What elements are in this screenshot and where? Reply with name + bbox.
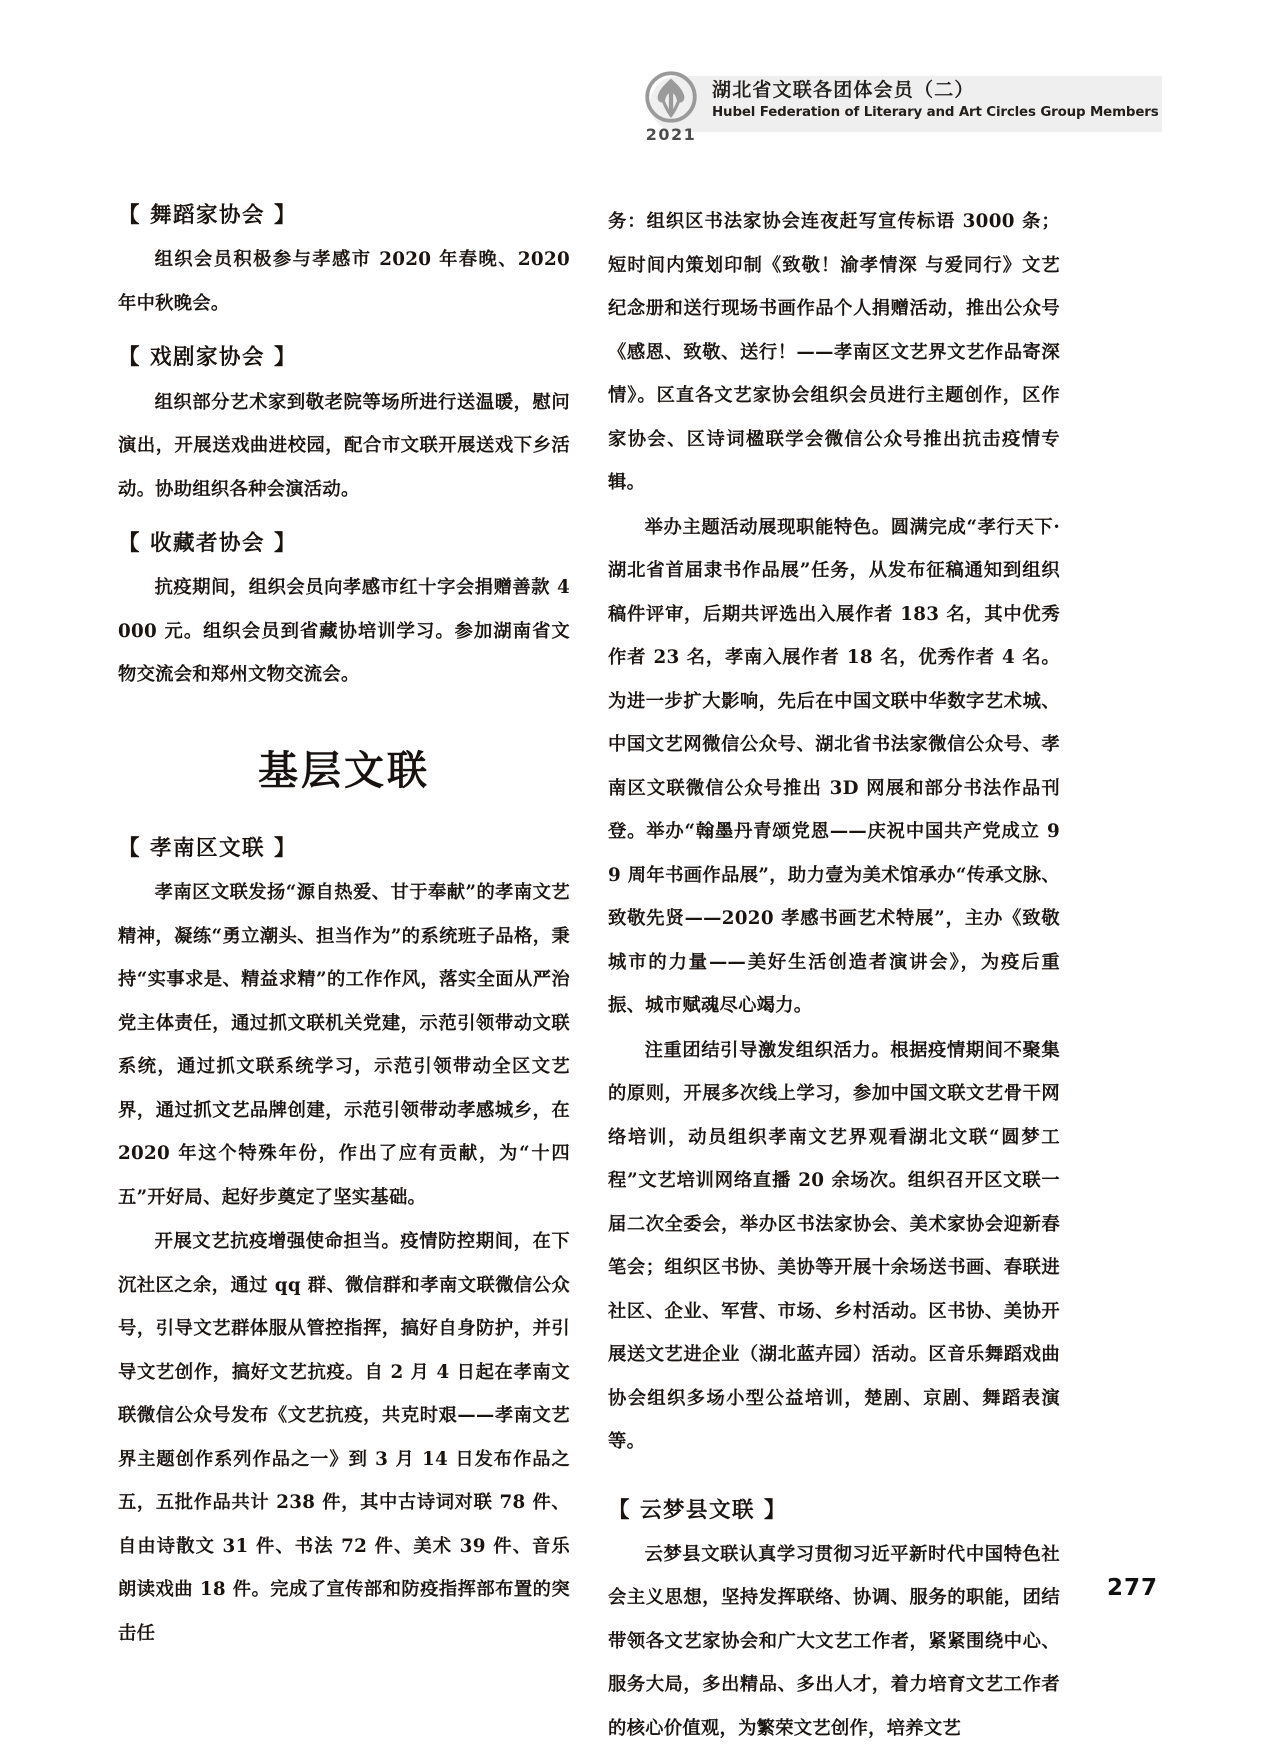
logo-block	[632, 70, 710, 144]
paragraph-xiaonan-2: 开展文艺抗疫增强使命担当。疫情防控期间，在下沉社区之余，通过 qq 群、微信群和孝南文联微信公众号，引导文艺群体服从管控指挥，搞好自身防护，并引导文艺创作，搞好文艺抗疫。自 2 月 4 日起在孝南文联微信公众号发布《文艺抗疫，共克时艰——孝南文艺界主题创作系列作品之一》到 3 月 14 日发布作品之五，五批作品共计 238 件，其中古诗词对联 78 件、自由诗散文 31 件、书法 72 件、美术 39 件、音乐朗读戏曲 18 件。完成了宣传部和防疫指挥部布置的突击任	[118, 1231, 570, 1644]
right-column	[608, 200, 1060, 1751]
left-column	[118, 200, 570, 1656]
logo-year: 2021	[645, 125, 697, 144]
header-text-block	[712, 78, 1159, 120]
section-heading-drama-association: 【 戏剧家协会 】	[118, 345, 297, 371]
section-gap	[608, 1465, 1060, 1495]
page-header	[0, 70, 1276, 142]
header-brand	[632, 70, 710, 144]
paragraph-xiaonan-continued: 务：组织区书法家协会连夜赶写宣传标语 3000 条；短时间内策划印制《致敬！渝孝情深 与爱同行》文艺纪念册和送行现场书画作品个人捐赠活动，推出公众号《感恩、致敬、送行！——孝南区文艺界文艺作品寄深情》。区直各文艺家协会组织会员进行主题创作，区作家协会、区诗词楹联学会微信公众号推出抗击疫情专辑。	[608, 211, 1060, 493]
section-heading-yunmeng-county-federation: 【 云梦县文联 】	[608, 1497, 787, 1523]
paragraph-xiaonan-organization-vitality: 注重团结引导激发组织活力。根据疫情期间不聚集的原则，开展多次线上学习，参加中国文联文艺骨干网络培训，动员组织孝南文艺界观看湖北文联“圆梦工程”文艺培训网络直播 20 余场次。组织召开区文联一届二次全委会，举办区书法家协会、美术家协会迎新春笔会；组织区书协、美协等开展十余场送书画、春联进社区、企业、军营、市场、乡村活动。区书协、美协开展送文艺进企业（湖北蓝卉园）活动。区音乐舞蹈戏曲协会组织多场小型公益培训，楚剧、京剧、舞蹈表演等。	[608, 1039, 1060, 1452]
paragraph-collectors-association: 抗疫期间，组织会员向孝感市红十字会捐赠善款 4000 元。组织会员到省藏协培训学习。参加湖南省文物交流会和郑州文物交流会。	[118, 577, 570, 686]
major-heading-grassroots-federation: 基层文联	[258, 747, 430, 794]
paragraph-xiaonan-1: 孝南区文联发扬“源自热爱、甘于奉献”的孝南文艺精神，凝练“勇立潮头、担当作为”的系统班子品格，秉持“实事求是、精益求精”的工作作风，落实全面从严治党主体责任，通过抓文联机关党建，示范引领带动文联系统，通过抓文联系统学习，示范引领带动全区文艺界，通过抓文艺品牌创建，示范引领带动孝感城乡，在 2020 年这个特殊年份，作出了应有贡献，为“十四五”开好局、起好步奠定了坚实基础。	[118, 882, 570, 1208]
paragraph-yunmeng-county: 云梦县文联认真学习贯彻习近平新时代中国特色社会主义思想，坚持发挥联络、协调、服务的职能，团结带领各文艺家协会和广大文艺工作者，紧紧围绕中心、服务大局，多出精品、多出人才，着力培育文艺工作者的核心价值观，为繁荣文艺创作，培养文艺	[608, 1543, 1060, 1739]
page-number: 277	[1106, 1575, 1158, 1601]
hubei-federation-emblem-icon	[644, 70, 698, 124]
section-heading-xiaonan-district-federation: 【 孝南区文联 】	[118, 835, 297, 861]
header-title-english: Hubel Federation of Literary and Art Circles Group Members	[712, 104, 1159, 120]
paragraph-dance-association: 组织会员积极参与孝感市 2020 年春晚、2020 年中秋晚会。	[118, 249, 570, 314]
paragraph-drama-association: 组织部分艺术家到敬老院等场所进行送温暖，慰问演出，开展送戏曲进校园，配合市文联开展送戏下乡活动。协助组织各种会演活动。	[118, 391, 570, 500]
paragraph-xiaonan-themed-activities: 举办主题活动展现职能特色。圆满完成“孝行天下·湖北省首届隶书作品展”任务，从发布征稿通知到组织稿件评审，后期共评选出入展作者 183 名，其中优秀作者 23 名，孝南入展作者 18 名，优秀作者 4 名。为进一步扩大影响，先后在中国文联中华数字艺术城、中国文艺网微信公众号、湖北省书法家微信公众号、孝南区文联微信公众号推出 3D 网展和部分书法作品刊登。举办“翰墨丹青颂党恩——庆祝中国共产党成立 99 周年书画作品展”，助力壹为美术馆承办“传承文脉、致敬先贤——2020 孝感书画艺术特展”，主办《致敬城市的力量——美好生活创造者演讲会》，为疫后重振、城市赋魂尽心竭力。	[608, 516, 1060, 1016]
section-heading-dance-association: 【 舞蹈家协会 】	[118, 203, 297, 228]
section-heading-collectors-association: 【 收藏者协会 】	[118, 531, 297, 556]
section-gap	[118, 512, 570, 528]
section-gap	[118, 326, 570, 342]
header-title-chinese: 湖北省文联各团体会员（二）	[712, 79, 975, 101]
